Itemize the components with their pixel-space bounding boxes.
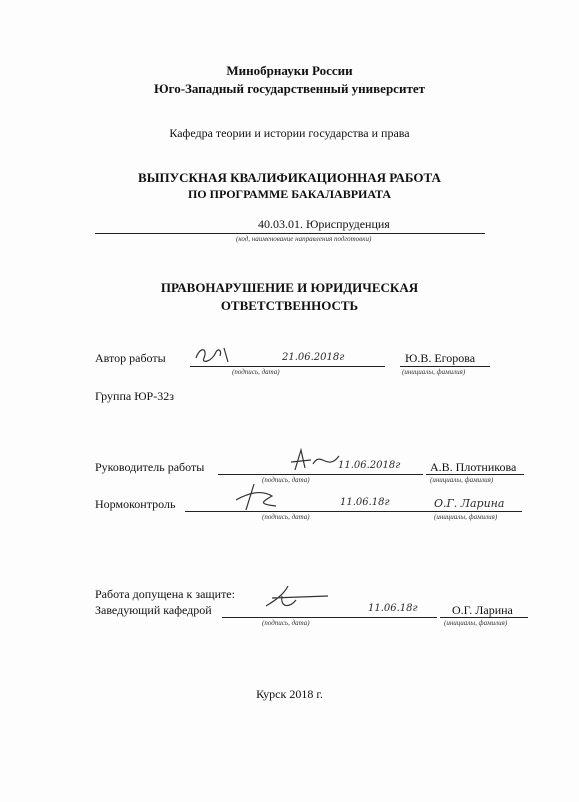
normcontrol-name-caption: (инициалы, фамилия): [434, 513, 498, 521]
author-name-caption: (инициалы, фамилия): [402, 368, 466, 376]
head-name-caption: (инициалы, фамилия): [444, 619, 508, 627]
author-date: 21.06.2018г: [282, 352, 345, 363]
author-signature: [192, 344, 242, 366]
normcontrol-signature: [232, 482, 282, 512]
head-of-department-label: Заведующий кафедрой: [95, 603, 212, 617]
normcontrol-label: Нормоконтроль: [95, 497, 176, 511]
ministry-name: Минобрнауки России: [226, 63, 353, 78]
supervisor-name-line: [426, 474, 524, 475]
head-name-line: [440, 617, 528, 618]
author-sign-line: [190, 366, 385, 367]
supervisor-date: 11.06.2018г: [338, 460, 401, 471]
head-signature: [262, 584, 332, 612]
university-name: Юго-Западный государственный университет: [154, 81, 425, 96]
admission-date: 11.06.18г: [368, 603, 418, 614]
program-underline: [95, 233, 485, 234]
group-label: Группа ЮР-32з: [95, 389, 174, 403]
supervisor-sign-caption: (подпись, дата): [262, 476, 310, 484]
city-year: Курск 2018 г.: [256, 687, 323, 701]
normcontrol-name-line: [430, 511, 522, 512]
program-caption: (код, наименование направления подготовки): [236, 235, 372, 243]
normcontrol-date: 11.06.18г: [340, 497, 390, 508]
work-type-line1: ВЫПУСКНАЯ КВАЛИФИКАЦИОННАЯ РАБОТА: [138, 170, 441, 185]
department-name: Кафедра теории и истории государства и права: [169, 126, 410, 140]
admission-sign-caption: (подпись, дата): [262, 619, 310, 627]
thesis-title-line2: ОТВЕТСТВЕННОСТЬ: [220, 298, 359, 313]
program-value: 40.03.01. Юриспруденция: [258, 217, 390, 231]
thesis-title-line1: ПРАВОНАРУШЕНИЕ И ЮРИДИЧЕСКАЯ: [160, 280, 419, 295]
normcontrol-name: О.Г. Ларина: [434, 497, 505, 510]
admission-sign-line: [222, 617, 437, 618]
supervisor-name: А.В. Плотникова: [430, 460, 517, 474]
head-name: О.Г. Ларина: [452, 603, 513, 617]
supervisor-sign-line: [218, 474, 423, 475]
author-name: Ю.В. Егорова: [405, 351, 476, 365]
supervisor-label: Руководитель работы: [95, 460, 205, 474]
author-name-line: [400, 366, 490, 367]
author-sign-caption: (подпись, дата): [232, 368, 280, 376]
supervisor-signature: [285, 446, 345, 474]
work-type-line2: ПО ПРОГРАММЕ БАКАЛАВРИАТА: [187, 187, 392, 201]
admission-label: Работа допущена к защите:: [95, 587, 235, 601]
normcontrol-sign-line: [185, 511, 430, 512]
supervisor-name-caption: (инициалы, фамилия): [430, 476, 494, 484]
author-label: Автор работы: [95, 351, 166, 365]
normcontrol-sign-caption: (подпись, дата): [262, 513, 310, 521]
